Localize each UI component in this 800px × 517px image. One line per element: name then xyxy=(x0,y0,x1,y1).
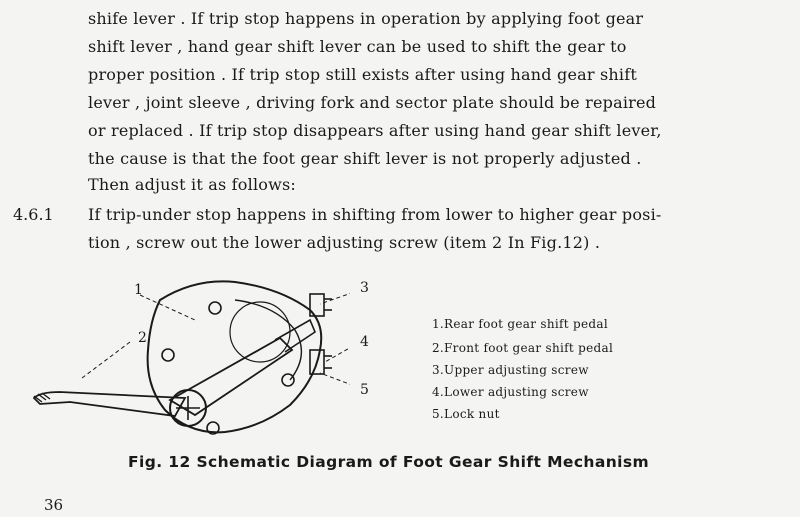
body-line-3: proper position . If trip stop still exists after using hand gear shift xyxy=(88,65,637,84)
callout-3: 3 xyxy=(360,280,369,296)
bolt-2 xyxy=(162,349,174,361)
bolt-3 xyxy=(282,374,294,386)
sector-circle xyxy=(230,302,290,362)
body-line-2: shift lever , hand gear shift lever can be used to shift the gear to xyxy=(88,37,627,56)
legend-item-2: 2.Front foot gear shift pedal xyxy=(432,341,614,355)
legend-item-4: 4.Lower adjusting screw xyxy=(432,385,589,399)
inner-arc xyxy=(235,300,301,380)
bolt-1 xyxy=(209,302,221,314)
legend-item-5: 5.Lock nut xyxy=(432,407,500,421)
legend-item-3: 3.Upper adjusting screw xyxy=(432,363,589,377)
body-line-1: shife lever . If trip stop happens in operation by applying foot gear xyxy=(88,9,644,28)
legend-item-1: 1.Rear foot gear shift pedal xyxy=(432,317,608,331)
section-line-2: tion , screw out the lower adjusting screw (item 2 In Fig.12) . xyxy=(88,233,601,252)
callout-4: 4 xyxy=(360,334,369,350)
callout-5: 5 xyxy=(360,382,369,398)
body-line-7: Then adjust it as follows: xyxy=(88,175,296,194)
callout-1: 1 xyxy=(134,282,143,298)
section-line-1: If trip-under stop happens in shifting from lower to higher gear posi- xyxy=(88,205,662,224)
pedal-arm xyxy=(34,392,185,416)
page-number: 36 xyxy=(44,496,64,514)
body-line-4: lever , joint sleeve , driving fork and sector plate should be repaired xyxy=(88,93,657,112)
figure-caption: Fig. 12 Schematic Diagram of Foot Gear Shift Mechanism xyxy=(128,453,650,471)
body-line-6: the cause is that the foot gear shift lever is not properly adjusted . xyxy=(88,149,642,168)
callout-2: 2 xyxy=(138,330,147,346)
foot-gear-shift-diagram xyxy=(20,270,350,460)
section-number: 4.6.1 xyxy=(13,205,54,224)
body-line-5: or replaced . If trip stop disappears after using hand gear shift lever, xyxy=(88,121,662,140)
